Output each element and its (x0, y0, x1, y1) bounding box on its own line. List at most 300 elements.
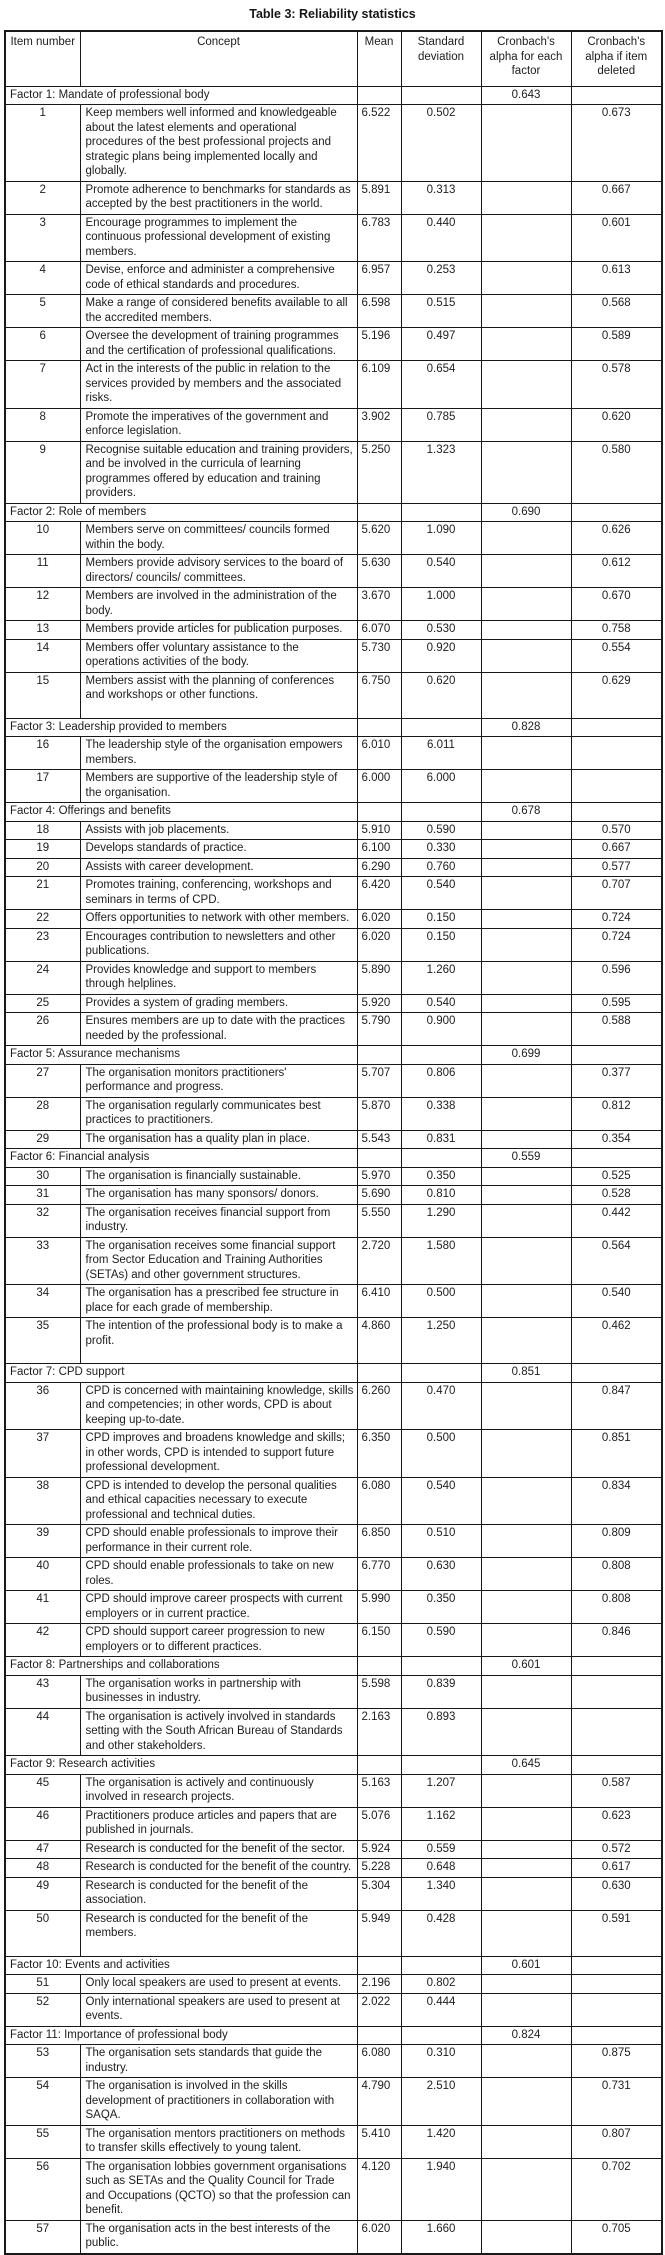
item-number-cell: 35 (5, 1318, 80, 1364)
alpha-factor-cell (481, 858, 571, 877)
alpha-deleted-cell: 0.808 (571, 1558, 662, 1591)
sd-cell: 0.540 (401, 994, 481, 1013)
item-number-cell: 57 (5, 2220, 80, 2254)
alpha-deleted-cell (571, 1708, 662, 1756)
concept-cell: The organisation is actively and continuously involved in research projects. (80, 1774, 357, 1807)
factor-alpha-value: 0.699 (481, 1046, 571, 1065)
item-number-cell: 38 (5, 1477, 80, 1525)
item-number-cell: 32 (5, 1204, 80, 1237)
alpha-deleted-cell: 0.377 (571, 1064, 662, 1097)
item-row (5, 961, 662, 994)
sd-cell: 0.654 (401, 361, 481, 409)
factor-alpha-deleted-cell (571, 2026, 662, 2045)
sd-cell: 0.630 (401, 1558, 481, 1591)
sd-cell: 0.515 (401, 295, 481, 328)
factor-mean-cell (357, 503, 401, 522)
alpha-deleted-cell (571, 1975, 662, 1994)
factor-alpha-value: 0.690 (481, 503, 571, 522)
mean-cell: 6.410 (357, 1285, 401, 1318)
item-row (5, 361, 662, 409)
alpha-deleted-cell: 0.702 (571, 2158, 662, 2220)
alpha-deleted-cell: 0.578 (571, 361, 662, 409)
factor-label: Factor 6: Financial analysis (5, 1149, 357, 1168)
mean-cell: 6.350 (357, 1430, 401, 1478)
alpha-deleted-cell: 0.846 (571, 1624, 662, 1657)
col-header-mean: Mean (357, 31, 401, 86)
factor-mean-cell (357, 2026, 401, 2045)
alpha-deleted-cell: 0.595 (571, 994, 662, 1013)
alpha-deleted-cell: 0.705 (571, 2220, 662, 2254)
item-number-cell: 31 (5, 1186, 80, 1205)
alpha-deleted-cell: 0.525 (571, 1167, 662, 1186)
mean-cell: 5.076 (357, 1807, 401, 1840)
factor-alpha-value: 0.828 (481, 718, 571, 737)
sd-cell: 0.806 (401, 1064, 481, 1097)
item-number-cell: 50 (5, 1910, 80, 1956)
item-row (5, 1774, 662, 1807)
sd-cell: 0.440 (401, 214, 481, 262)
sd-cell: 1.290 (401, 1204, 481, 1237)
sd-cell: 1.207 (401, 1774, 481, 1807)
alpha-factor-cell (481, 441, 571, 503)
concept-cell: The organisation has a quality plan in place. (80, 1130, 357, 1149)
factor-sd-cell (401, 1149, 481, 1168)
alpha-deleted-cell: 0.589 (571, 328, 662, 361)
item-number-cell: 23 (5, 928, 80, 961)
concept-cell: The intention of the professional body is to make a profit. (80, 1318, 357, 1364)
sd-cell: 0.839 (401, 1675, 481, 1708)
item-number-cell: 15 (5, 672, 80, 718)
alpha-factor-cell (481, 361, 571, 409)
sd-cell: 1.580 (401, 1237, 481, 1285)
factor-sd-cell (401, 1657, 481, 1676)
item-row (5, 295, 662, 328)
item-row (5, 737, 662, 770)
alpha-factor-cell (481, 1525, 571, 1558)
concept-cell: Ensures members are up to date with the practices needed by the professional. (80, 1013, 357, 1046)
item-number-cell: 49 (5, 1877, 80, 1910)
alpha-factor-cell (481, 1130, 571, 1149)
factor-alpha-value: 0.601 (481, 1657, 571, 1676)
alpha-deleted-cell: 0.667 (571, 181, 662, 214)
alpha-deleted-cell: 0.442 (571, 1204, 662, 1237)
item-row (5, 2158, 662, 2220)
item-number-cell: 14 (5, 639, 80, 672)
item-row (5, 441, 662, 503)
item-row (5, 408, 662, 441)
sd-cell: 1.162 (401, 1807, 481, 1840)
alpha-factor-cell (481, 2045, 571, 2078)
item-number-cell: 48 (5, 1859, 80, 1878)
factor-label: Factor 9: Research activities (5, 1756, 357, 1775)
alpha-factor-cell (481, 1975, 571, 1994)
sd-cell: 0.920 (401, 639, 481, 672)
mean-cell: 2.720 (357, 1237, 401, 1285)
concept-cell: The organisation lobbies government organisations such as SETAs and the Quality Council for Trade and Occupations (QCTO) so that the profession can benefit. (80, 2158, 357, 2220)
col-header-alpha-each-factor: Cronbach's alpha for each factor (481, 31, 571, 86)
factor-mean-cell (357, 1046, 401, 1065)
item-number-cell: 29 (5, 1130, 80, 1149)
factor-row (5, 1364, 662, 1383)
concept-cell: Members are involved in the administration of the body. (80, 588, 357, 621)
factor-row (5, 2026, 662, 2045)
mean-cell: 6.020 (357, 910, 401, 929)
sd-cell: 0.530 (401, 621, 481, 640)
concept-cell: The organisation receives some financial support from Sector Education and Training Authorities (SETAs) and other government structures. (80, 1237, 357, 1285)
concept-cell: The organisation has a prescribed fee structure in place for each grade of membership. (80, 1285, 357, 1318)
alpha-factor-cell (481, 2078, 571, 2126)
factor-alpha-deleted-cell (571, 1756, 662, 1775)
alpha-deleted-cell: 0.731 (571, 2078, 662, 2126)
sd-cell: 0.590 (401, 821, 481, 840)
item-row (5, 181, 662, 214)
sd-cell: 0.350 (401, 1591, 481, 1624)
factor-sd-cell (401, 86, 481, 105)
mean-cell: 5.920 (357, 994, 401, 1013)
alpha-factor-cell (481, 1675, 571, 1708)
concept-cell: Oversee the development of training programmes and the certification of professional qualifications. (80, 328, 357, 361)
concept-cell: Research is conducted for the benefit of the country. (80, 1859, 357, 1878)
sd-cell: 0.510 (401, 1525, 481, 1558)
alpha-deleted-cell: 0.670 (571, 588, 662, 621)
alpha-factor-cell (481, 1064, 571, 1097)
factor-label: Factor 11: Importance of professional body (5, 2026, 357, 2045)
alpha-factor-cell (481, 928, 571, 961)
factor-alpha-value: 0.559 (481, 1149, 571, 1168)
sd-cell: 0.559 (401, 1840, 481, 1859)
factor-mean-cell (357, 1364, 401, 1383)
alpha-factor-cell (481, 639, 571, 672)
concept-cell: The organisation works in partnership with businesses in industry. (80, 1675, 357, 1708)
factor-label: Factor 10: Events and activities (5, 1956, 357, 1975)
mean-cell: 5.543 (357, 1130, 401, 1149)
item-row (5, 821, 662, 840)
mean-cell: 5.890 (357, 961, 401, 994)
alpha-factor-cell (481, 262, 571, 295)
concept-cell: Provides knowledge and support to members through helplines. (80, 961, 357, 994)
mean-cell: 6.522 (357, 105, 401, 182)
item-row (5, 928, 662, 961)
sd-cell: 2.510 (401, 2078, 481, 2126)
item-row (5, 1382, 662, 1430)
mean-cell: 6.150 (357, 1624, 401, 1657)
item-number-cell: 47 (5, 1840, 80, 1859)
item-number-cell: 19 (5, 840, 80, 859)
concept-cell: Assists with career development. (80, 858, 357, 877)
alpha-factor-cell (481, 840, 571, 859)
item-row (5, 621, 662, 640)
alpha-deleted-cell: 0.724 (571, 928, 662, 961)
alpha-factor-cell (481, 1013, 571, 1046)
concept-cell: CPD is concerned with maintaining knowledge, skills and competencies; in other words, CPD is about keeping up-to-date. (80, 1382, 357, 1430)
factor-alpha-deleted-cell (571, 86, 662, 105)
factor-sd-cell (401, 1364, 481, 1383)
factor-label: Factor 7: CPD support (5, 1364, 357, 1383)
item-row (5, 1013, 662, 1046)
item-number-cell: 30 (5, 1167, 80, 1186)
item-row (5, 672, 662, 718)
alpha-factor-cell (481, 588, 571, 621)
item-number-cell: 7 (5, 361, 80, 409)
item-row (5, 1807, 662, 1840)
mean-cell: 5.550 (357, 1204, 401, 1237)
mean-cell: 5.410 (357, 2125, 401, 2158)
factor-label: Factor 3: Leadership provided to members (5, 718, 357, 737)
sd-cell: 0.253 (401, 262, 481, 295)
mean-cell: 6.070 (357, 621, 401, 640)
sd-cell: 1.000 (401, 588, 481, 621)
mean-cell: 6.260 (357, 1382, 401, 1430)
concept-cell: Promote the imperatives of the government and enforce legislation. (80, 408, 357, 441)
sd-cell: 0.540 (401, 877, 481, 910)
item-number-cell: 51 (5, 1975, 80, 1994)
item-number-cell: 54 (5, 2078, 80, 2126)
alpha-factor-cell (481, 910, 571, 929)
alpha-factor-cell (481, 2220, 571, 2254)
factor-mean-cell (357, 86, 401, 105)
item-number-cell: 10 (5, 522, 80, 555)
item-number-cell: 41 (5, 1591, 80, 1624)
item-number-cell: 21 (5, 877, 80, 910)
sd-cell: 0.810 (401, 1186, 481, 1205)
item-row (5, 555, 662, 588)
item-row (5, 214, 662, 262)
sd-cell: 0.500 (401, 1285, 481, 1318)
alpha-factor-cell (481, 1859, 571, 1878)
sd-cell: 1.250 (401, 1318, 481, 1364)
mean-cell: 5.163 (357, 1774, 401, 1807)
concept-cell: Devise, enforce and administer a comprehensive code of ethical standards and procedures. (80, 262, 357, 295)
alpha-deleted-cell: 0.572 (571, 1840, 662, 1859)
concept-cell: Offers opportunities to network with other members. (80, 910, 357, 929)
item-number-cell: 17 (5, 770, 80, 803)
factor-alpha-deleted-cell (571, 1149, 662, 1168)
alpha-deleted-cell: 0.724 (571, 910, 662, 929)
alpha-factor-cell (481, 1558, 571, 1591)
factor-row (5, 1756, 662, 1775)
alpha-factor-cell (481, 1167, 571, 1186)
factor-alpha-deleted-cell (571, 718, 662, 737)
factor-row (5, 803, 662, 822)
alpha-factor-cell (481, 328, 571, 361)
alpha-factor-cell (481, 877, 571, 910)
alpha-deleted-cell: 0.601 (571, 214, 662, 262)
sd-cell: 1.940 (401, 2158, 481, 2220)
concept-cell: The organisation regularly communicates best practices to practitioners. (80, 1097, 357, 1130)
alpha-factor-cell (481, 1910, 571, 1956)
sd-cell: 6.011 (401, 737, 481, 770)
item-number-cell: 1 (5, 105, 80, 182)
item-number-cell: 9 (5, 441, 80, 503)
item-number-cell: 56 (5, 2158, 80, 2220)
concept-cell: CPD is intended to develop the personal qualities and ethical capacities necessary to execute professional and technical duties. (80, 1477, 357, 1525)
alpha-factor-cell (481, 1097, 571, 1130)
alpha-deleted-cell: 0.808 (571, 1591, 662, 1624)
item-row (5, 1064, 662, 1097)
item-row (5, 328, 662, 361)
alpha-factor-cell (481, 1204, 571, 1237)
item-number-cell: 27 (5, 1064, 80, 1097)
item-row (5, 1675, 662, 1708)
mean-cell: 6.850 (357, 1525, 401, 1558)
item-row (5, 877, 662, 910)
concept-cell: The organisation is actively involved in standards setting with the South African Bureau of Standards and other stakeholders. (80, 1708, 357, 1756)
factor-label: Factor 5: Assurance mechanisms (5, 1046, 357, 1065)
alpha-factor-cell (481, 1807, 571, 1840)
alpha-factor-cell (481, 1708, 571, 1756)
item-row (5, 1167, 662, 1186)
sd-cell: 0.900 (401, 1013, 481, 1046)
alpha-factor-cell (481, 621, 571, 640)
sd-cell: 0.497 (401, 328, 481, 361)
col-header-item-number: Item number (5, 31, 80, 86)
factor-mean-cell (357, 1956, 401, 1975)
mean-cell: 5.910 (357, 821, 401, 840)
item-row (5, 1859, 662, 1878)
sd-cell: 6.000 (401, 770, 481, 803)
alpha-deleted-cell (571, 737, 662, 770)
item-row (5, 770, 662, 803)
alpha-factor-cell (481, 105, 571, 182)
factor-mean-cell (357, 1756, 401, 1775)
alpha-deleted-cell: 0.758 (571, 621, 662, 640)
item-number-cell: 8 (5, 408, 80, 441)
alpha-deleted-cell: 0.587 (571, 1774, 662, 1807)
factor-sd-cell (401, 1956, 481, 1975)
mean-cell: 6.000 (357, 770, 401, 803)
alpha-deleted-cell: 0.564 (571, 1237, 662, 1285)
item-number-cell: 22 (5, 910, 80, 929)
item-row (5, 1993, 662, 2026)
item-number-cell: 37 (5, 1430, 80, 1478)
item-number-cell: 34 (5, 1285, 80, 1318)
alpha-deleted-cell: 0.875 (571, 2045, 662, 2078)
factor-label: Factor 8: Partnerships and collaborations (5, 1657, 357, 1676)
sd-cell: 1.323 (401, 441, 481, 503)
factor-alpha-deleted-cell (571, 1956, 662, 1975)
concept-cell: The leadership style of the organisation empowers members. (80, 737, 357, 770)
sd-cell: 1.420 (401, 2125, 481, 2158)
factor-row (5, 1657, 662, 1676)
concept-cell: The organisation receives financial support from industry. (80, 1204, 357, 1237)
factor-alpha-deleted-cell (571, 503, 662, 522)
mean-cell: 5.707 (357, 1064, 401, 1097)
item-number-cell: 2 (5, 181, 80, 214)
item-number-cell: 16 (5, 737, 80, 770)
alpha-deleted-cell: 0.354 (571, 1130, 662, 1149)
concept-cell: CPD should enable professionals to take on new roles. (80, 1558, 357, 1591)
alpha-deleted-cell: 0.612 (571, 555, 662, 588)
item-row (5, 1840, 662, 1859)
sd-cell: 1.090 (401, 522, 481, 555)
alpha-factor-cell (481, 1237, 571, 1285)
sd-cell: 0.150 (401, 910, 481, 929)
mean-cell: 4.120 (357, 2158, 401, 2220)
reliability-table (4, 30, 663, 2255)
sd-cell: 0.338 (401, 1097, 481, 1130)
factor-alpha-value: 0.643 (481, 86, 571, 105)
alpha-factor-cell (481, 1840, 571, 1859)
sd-cell: 1.660 (401, 2220, 481, 2254)
table-title: Table 3: Reliability statistics (249, 7, 416, 21)
alpha-factor-cell (481, 1186, 571, 1205)
item-row (5, 639, 662, 672)
alpha-factor-cell (481, 961, 571, 994)
mean-cell: 6.109 (357, 361, 401, 409)
sd-cell: 0.150 (401, 928, 481, 961)
item-row (5, 994, 662, 1013)
alpha-deleted-cell: 0.620 (571, 408, 662, 441)
alpha-factor-cell (481, 555, 571, 588)
concept-cell: CPD should enable professionals to improve their performance in their current role. (80, 1525, 357, 1558)
sd-cell: 0.620 (401, 672, 481, 718)
item-number-cell: 28 (5, 1097, 80, 1130)
mean-cell: 6.100 (357, 840, 401, 859)
alpha-deleted-cell: 0.580 (571, 441, 662, 503)
mean-cell: 5.870 (357, 1097, 401, 1130)
alpha-factor-cell (481, 770, 571, 803)
alpha-deleted-cell: 0.673 (571, 105, 662, 182)
alpha-factor-cell (481, 1285, 571, 1318)
mean-cell: 5.730 (357, 639, 401, 672)
item-number-cell: 46 (5, 1807, 80, 1840)
mean-cell: 4.790 (357, 2078, 401, 2126)
factor-alpha-deleted-cell (571, 1657, 662, 1676)
alpha-factor-cell (481, 408, 571, 441)
item-number-cell: 11 (5, 555, 80, 588)
alpha-deleted-cell: 0.623 (571, 1807, 662, 1840)
concept-cell: Recognise suitable education and training providers, and be involved in the curricula of learning programmes offered by education and training providers. (80, 441, 357, 503)
item-row (5, 858, 662, 877)
concept-cell: Research is conducted for the benefit of the members. (80, 1910, 357, 1956)
sd-cell: 0.310 (401, 2045, 481, 2078)
item-number-cell: 12 (5, 588, 80, 621)
alpha-factor-cell (481, 2158, 571, 2220)
sd-cell: 0.350 (401, 1167, 481, 1186)
item-number-cell: 33 (5, 1237, 80, 1285)
concept-cell: Members assist with the planning of conferences and workshops or other functions. (80, 672, 357, 718)
factor-row (5, 718, 662, 737)
item-row (5, 840, 662, 859)
mean-cell: 3.670 (357, 588, 401, 621)
item-number-cell: 42 (5, 1624, 80, 1657)
col-header-concept: Concept (80, 31, 357, 86)
mean-cell: 5.970 (357, 1167, 401, 1186)
mean-cell: 3.902 (357, 408, 401, 441)
alpha-deleted-cell: 0.568 (571, 295, 662, 328)
factor-mean-cell (357, 803, 401, 822)
alpha-factor-cell (481, 522, 571, 555)
concept-cell: CPD should support career progression to new employers or to different practices. (80, 1624, 357, 1657)
header-row (5, 31, 662, 86)
mean-cell: 2.163 (357, 1708, 401, 1756)
sd-cell: 1.260 (401, 961, 481, 994)
alpha-factor-cell (481, 672, 571, 718)
item-row (5, 1708, 662, 1756)
item-row (5, 1186, 662, 1205)
mean-cell: 2.022 (357, 1993, 401, 2026)
sd-cell: 0.540 (401, 1477, 481, 1525)
table-body (5, 86, 662, 2254)
sd-cell: 0.540 (401, 555, 481, 588)
factor-sd-cell (401, 503, 481, 522)
item-row (5, 105, 662, 182)
item-number-cell: 18 (5, 821, 80, 840)
alpha-deleted-cell: 0.462 (571, 1318, 662, 1364)
concept-cell: Members provide advisory services to the board of directors/ councils/ committees. (80, 555, 357, 588)
sd-cell: 0.330 (401, 840, 481, 859)
item-row (5, 910, 662, 929)
